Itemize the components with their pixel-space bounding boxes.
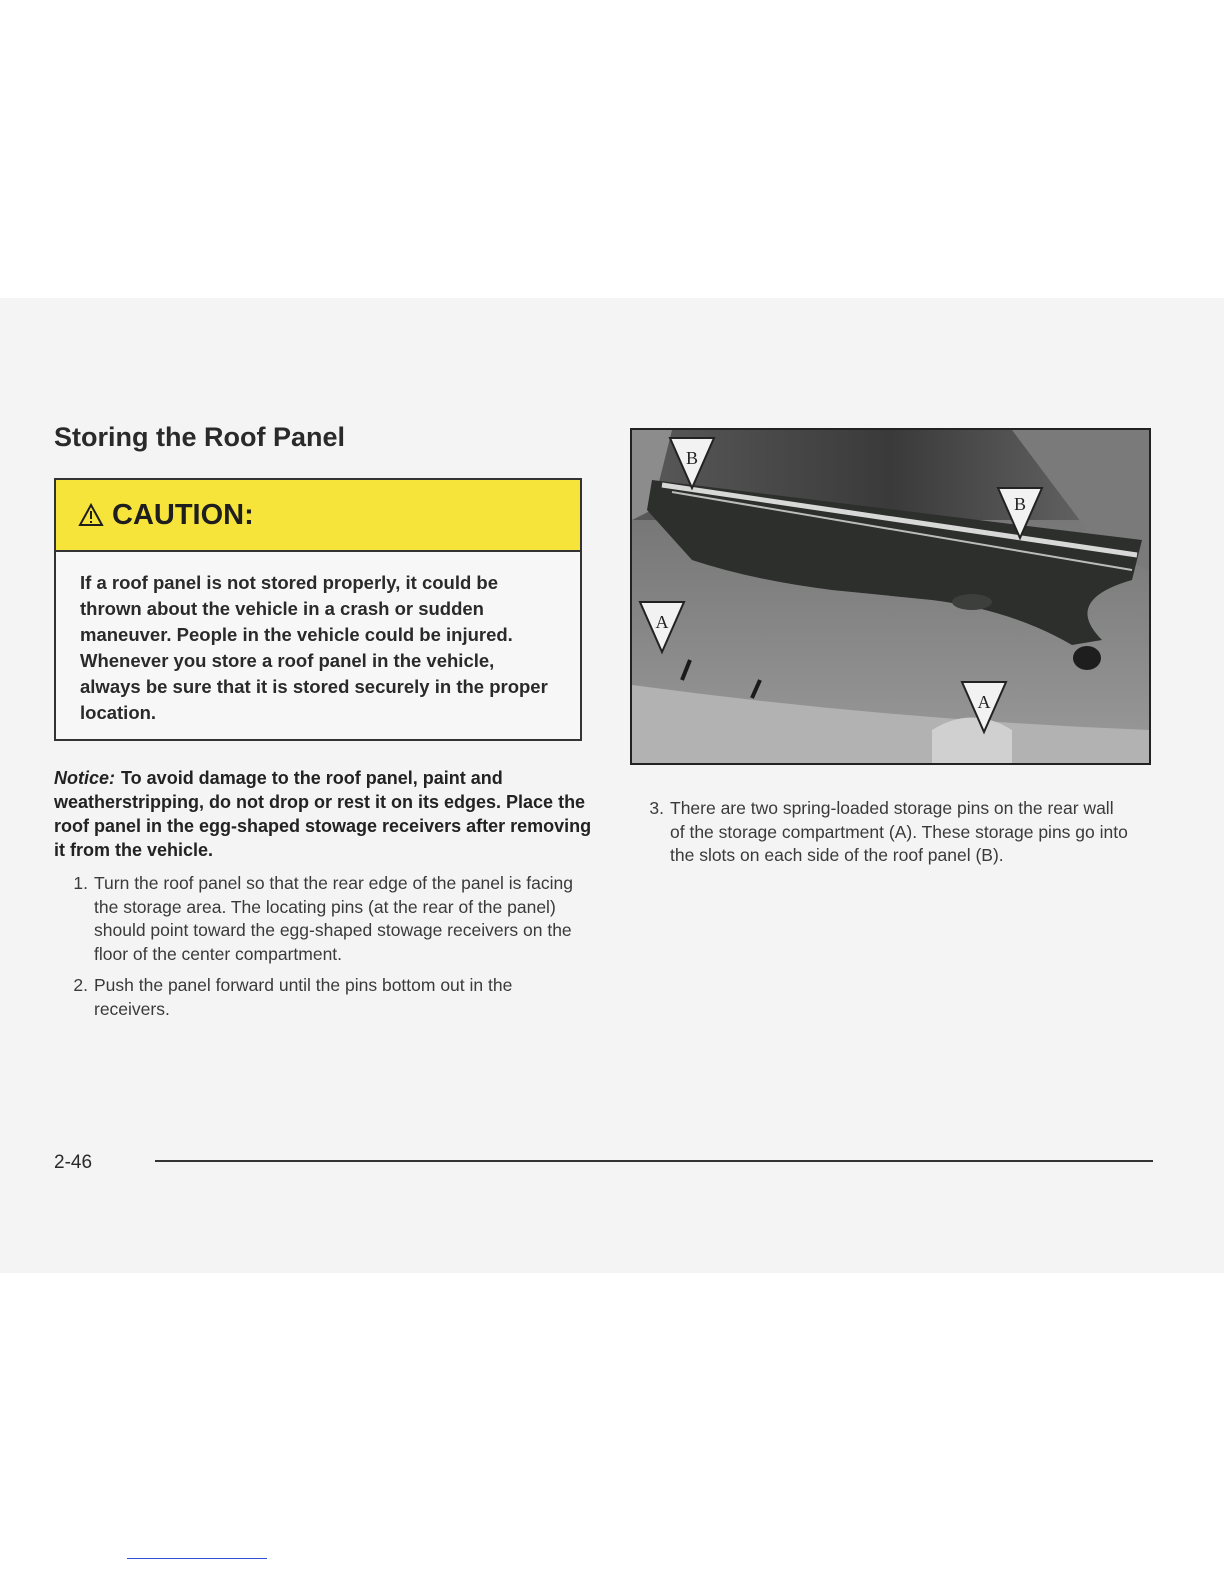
warning-triangle-icon: [78, 503, 104, 527]
callout-b-left: B: [685, 448, 699, 468]
step-number: 1.: [73, 873, 88, 893]
page-title: Storing the Roof Panel: [54, 422, 346, 452]
caution-header: [56, 480, 580, 552]
caution-text: If a roof panel is not stored properly, it could be thrown about the vehicle in a crash or sudden maneuver. People in the vehicle could be injured. Whenever you store a roof panel in the vehicle, always be sure that it is stored securely in the proper location.: [80, 572, 548, 723]
step-text: There are two spring-loaded storage pins on the rear wall of the storage compartment (A). These storage pins go into the slots on each side of the roof panel (B).: [670, 798, 1128, 865]
storage-compartment-illustration: [632, 430, 1149, 763]
step-text: Push the panel forward until the pins bottom out in the receivers.: [94, 975, 513, 1019]
step-text: Turn the roof panel so that the rear edge of the panel is facing the storage area. The locating pins (at the rear of the panel) should point toward the egg-shaped stowage receivers on the floor of the center compartment.: [94, 873, 573, 964]
list-item: [54, 974, 584, 1021]
caution-box: [54, 478, 582, 741]
list-item: [54, 872, 584, 966]
bottom-link-underline: [127, 1558, 267, 1559]
roof-panel-storage-photo: [630, 428, 1151, 765]
list-item: [630, 797, 1130, 868]
step-number: 2.: [73, 975, 88, 995]
callout-a-right: A: [977, 692, 991, 712]
step-number: 3.: [649, 798, 664, 818]
notice-text: To avoid damage to the roof panel, paint and weatherstripping, do not drop or rest it on its edges. Place the roof panel in the egg-shaped stowage receivers after removing it from the vehicle.: [54, 768, 592, 860]
steps-list-left: [54, 872, 584, 1029]
callout-b-right: B: [1013, 494, 1027, 514]
notice-paragraph: [54, 766, 594, 862]
steps-list-right: [630, 797, 1130, 876]
footer-divider: [155, 1160, 1153, 1162]
notice-label: Notice:: [54, 768, 116, 788]
callout-a-left: A: [655, 612, 669, 632]
page-number: 2-46: [54, 1152, 93, 1173]
caution-title: CAUTION:: [112, 498, 254, 531]
